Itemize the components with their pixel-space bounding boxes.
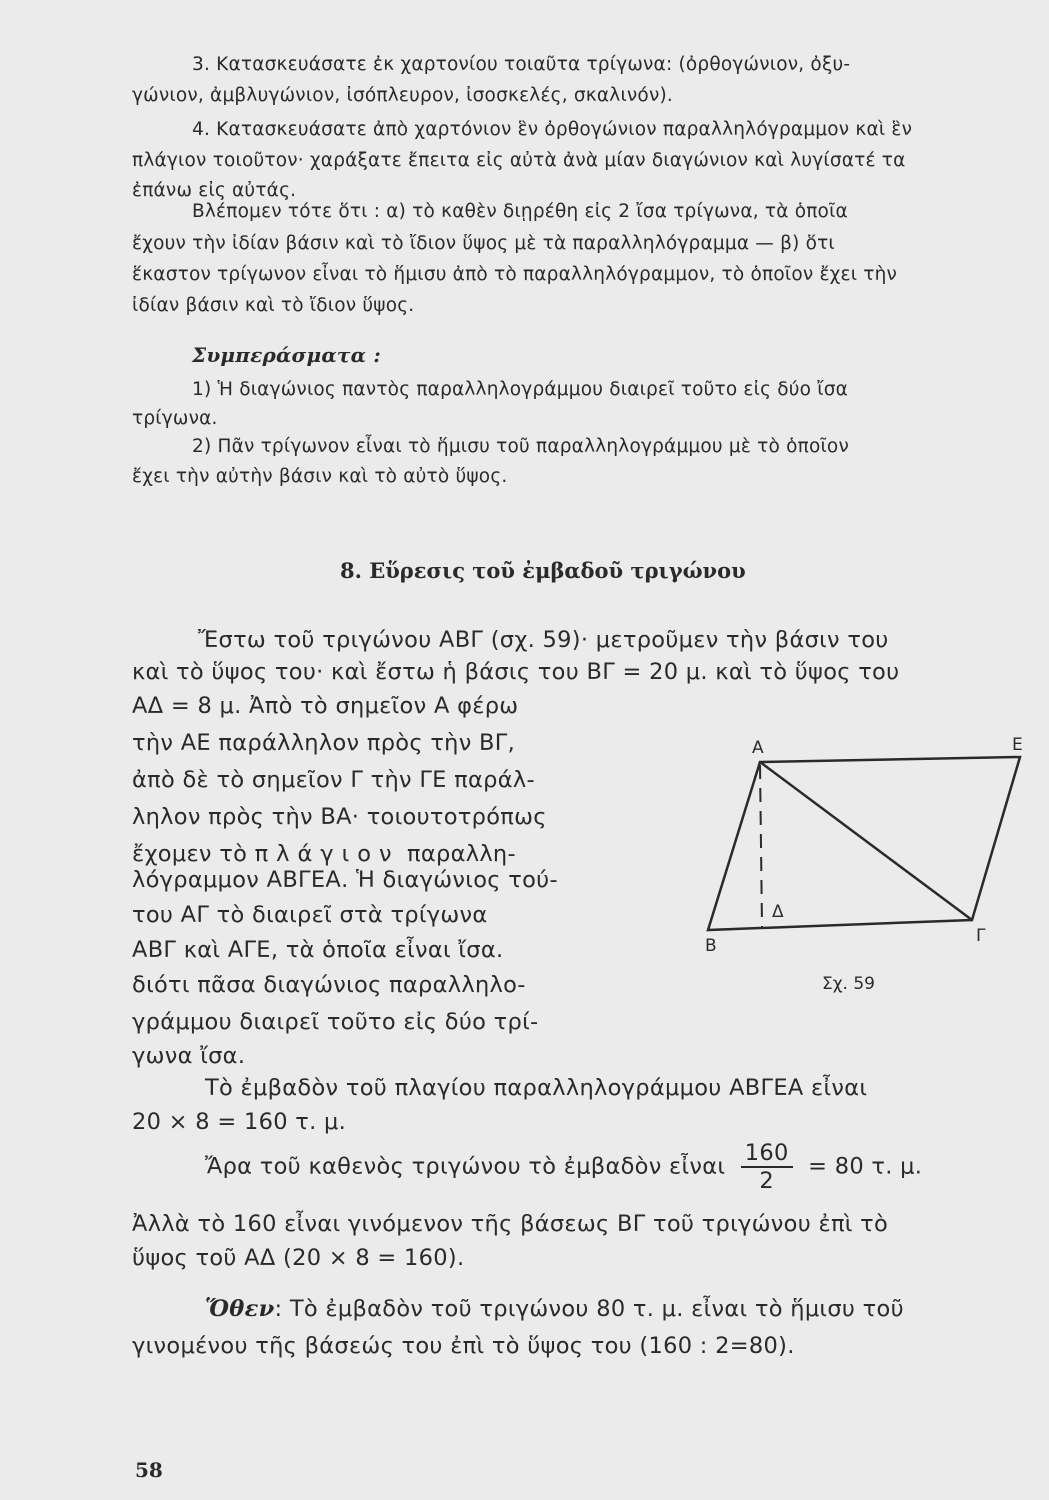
observation-line-3: ἕκαστον τρίγωνον εἶναι τὸ ἥμισυ ἀπὸ τὸ παραλληλόγραμμον, τὸ ὁποῖον ἔχει τὴν — [132, 264, 898, 285]
item-3-line-1: 3. Κατασκευάσατε ἐκ χαρτονίου τοιαῦτα τρίγωνα: (ὀρθογώνιον, ὀξυ- — [192, 54, 851, 75]
observation-line-4: ἰδίαν βάσιν καὶ τὸ ἴδιον ὕψος. — [132, 295, 415, 316]
diagonal-ag — [760, 762, 972, 920]
conclusions-title: Συμπεράσματα : — [192, 343, 381, 367]
section-line-10: ΑΒΓ καὶ ΑΓΕ, τὰ ὁποῖα εἶναι ἴσα. — [132, 937, 504, 963]
section-heading: 8. Εὕρεσις τοῦ ἐμβαδοῦ τριγώνου — [340, 558, 746, 583]
observation-line-2: ἔχουν τὴν ἰδίαν βάσιν καὶ τὸ ἴδιον ὕψος μὲ τὰ παραλληλόγραμμα — β) ὅτι — [132, 233, 835, 254]
fraction-line — [205, 1140, 922, 1194]
observation-line-1: Βλέπομεν τότε ὅτι : α) τὸ καθὲν διῃρέθη εἰς 2 ἴσα τρίγωνα, τὰ ὁποῖα — [192, 201, 848, 222]
label-e: Ε — [1012, 735, 1023, 755]
section-line-8: λόγραμμον ΑΒΓΕΑ. Ἡ διαγώνιος τού- — [132, 867, 558, 893]
section-line-11: διότι πᾶσα διαγώνιος παραλληλο- — [132, 972, 526, 998]
fraction-prefix: Ἄρα τοῦ καθενὸς τριγώνου τὸ ἐμβαδὸν εἶναι — [205, 1153, 726, 1180]
fraction-denominator: 2 — [759, 1168, 775, 1194]
item-4-line-1: 4. Κατασκευάσατε ἀπὸ χαρτόνιον ἓν ὀρθογώνιον παραλληλόγραμμον καὶ ἓν — [192, 119, 913, 140]
label-b: Β — [705, 936, 717, 956]
section-line-7-end: παραλλη- — [399, 841, 516, 867]
fraction-numerator: 160 — [741, 1140, 793, 1168]
othen-line-1 — [205, 1291, 904, 1328]
item-4-line-2: πλάγιον τοιοῦτον· χαράξατε ἔπειτα εἰς αὐτὰ ἀνὰ μίαν διαγώνιον καὶ λυγίσατέ τα — [132, 150, 906, 171]
item-4-line-3: ἐπάνω εἰς αὐτάς. — [132, 180, 297, 201]
area-line-2: 20 × 8 = 160 τ. μ. — [132, 1109, 347, 1135]
section-line-9: του ΑΓ τὸ διαιρεῖ στὰ τρίγωνα — [132, 902, 488, 928]
alla-line-2: ὕψος τοῦ ΑΔ (20 × 8 = 160). — [132, 1245, 465, 1271]
section-line-5: ἀπὸ δὲ τὸ σημεῖον Γ τὴν ΓΕ παράλ- — [132, 767, 535, 793]
spaced-word-plagion: πλάγιον — [254, 841, 400, 867]
conclusion-1-line-1: 1) Ἡ διαγώνιος παντὸς παραλληλογράμμου διαιρεῖ τοῦτο εἰς δύο ἴσα — [192, 379, 849, 400]
height-ad — [760, 765, 762, 927]
section-line-1: Ἔστω τοῦ τριγώνου ΑΒΓ (σχ. 59)· μετροῦμεν τὴν βάσιν του — [198, 627, 889, 653]
conclusion-1-line-2: τρίγωνα. — [132, 408, 218, 429]
fraction — [741, 1140, 793, 1194]
othen-text: : Τὸ ἐμβαδὸν τοῦ τριγώνου 80 τ. μ. εἶναι τὸ ἥμισυ τοῦ — [274, 1296, 904, 1322]
section-line-2: καὶ τὸ ὕψος του· καὶ ἔστω ἡ βάσις του ΒΓ = 20 μ. καὶ τὸ ὕψος του — [132, 659, 900, 685]
section-line-3: ΑΔ = 8 μ. Ἀπὸ τὸ σημεῖον Α φέρω — [132, 693, 519, 719]
conclusion-2-line-1: 2) Πᾶν τρίγωνον εἶναι τὸ ἥμισυ τοῦ παραλληλογράμμου μὲ τὸ ὁποῖον — [192, 436, 849, 457]
page-number: 58 — [135, 1458, 163, 1482]
figure-caption: Σχ. 59 — [822, 974, 876, 994]
label-d: Δ — [772, 902, 784, 922]
fraction-suffix: = 80 τ. μ. — [808, 1153, 923, 1180]
label-a: Α — [752, 738, 764, 758]
section-line-12: γράμμου διαιρεῖ τοῦτο εἰς δύο τρί- — [132, 1009, 539, 1035]
alla-line-1: Ἀλλὰ τὸ 160 εἶναι γινόμενον τῆς βάσεως ΒΓ τοῦ τριγώνου ἐπὶ τὸ — [132, 1211, 889, 1237]
othen-word: Ὅθεν — [205, 1296, 275, 1322]
item-3-line-2: γώνιον, ἀμβλυγώνιον, ἰσόπλευρον, ἰσοσκελές, σκαλινόν). — [132, 85, 673, 106]
conclusion-2-line-2: ἔχει τὴν αὐτὴν βάσιν καὶ τὸ αὐτὸ ὕψος. — [132, 466, 508, 487]
section-line-7-start: ἔχομεν τὸ — [132, 841, 255, 867]
area-line-1: Τὸ ἐμβαδὸν τοῦ πλαγίου παραλληλογράμμου ΑΒΓΕΑ εἶναι — [205, 1075, 868, 1101]
othen-line-2: γινομένου τῆς βάσεώς του ἐπὶ τὸ ὕψος του (160 : 2=80). — [132, 1333, 795, 1359]
section-line-6: ληλον πρὸς τὴν ΒΑ· τοιουτοτρόπως — [132, 804, 547, 830]
section-line-13: γωνα ἴσα. — [132, 1043, 246, 1069]
figure-59 — [690, 705, 1049, 1005]
section-line-4: τὴν ΑΕ παράλληλον πρὸς τὴν ΒΓ, — [132, 730, 516, 756]
label-g: Γ — [976, 926, 986, 946]
parallelogram-abgea — [708, 757, 1020, 930]
